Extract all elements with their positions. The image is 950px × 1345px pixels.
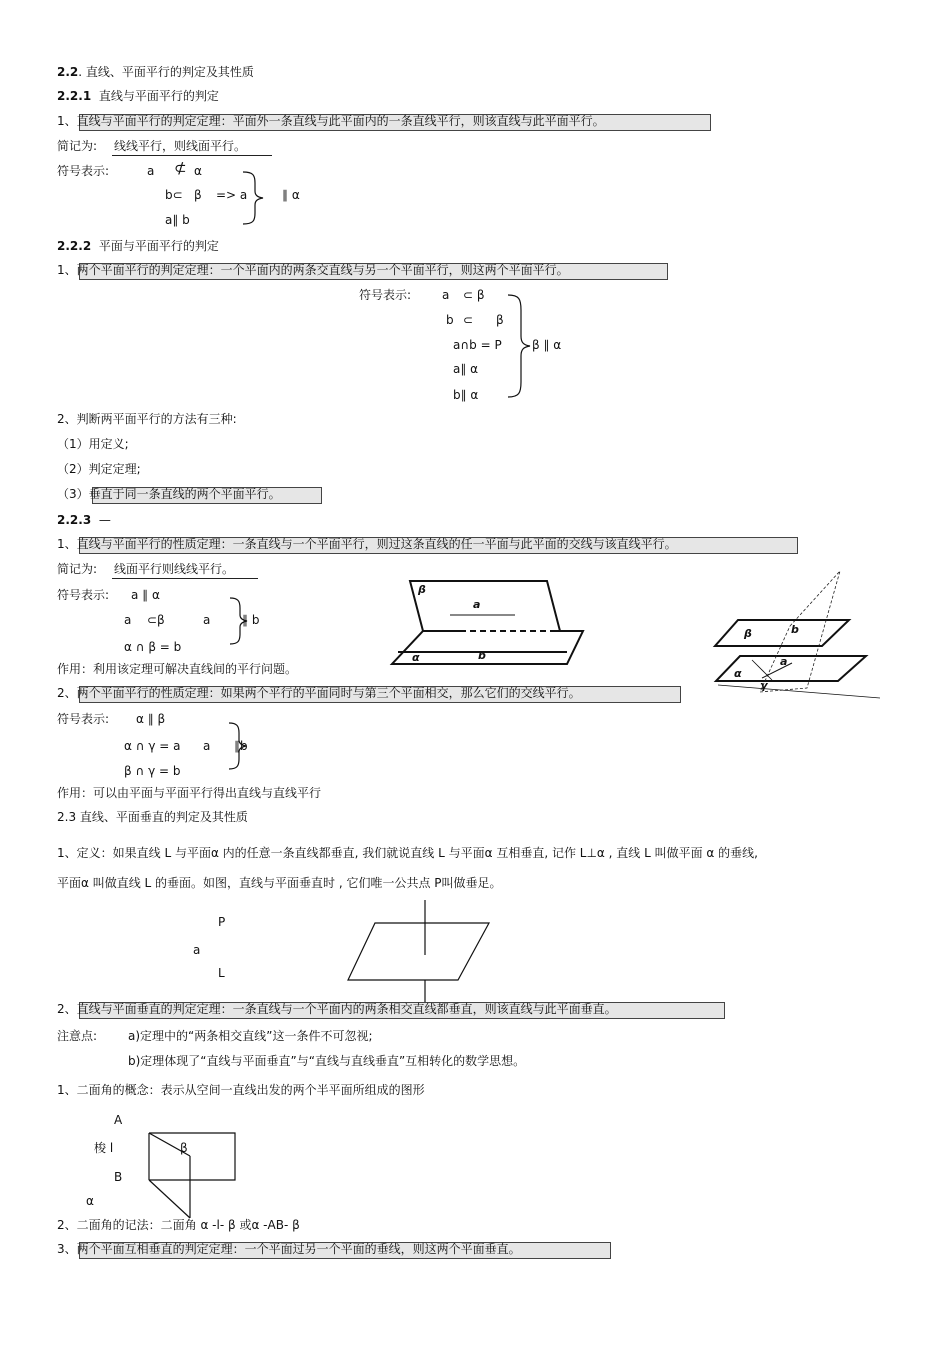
- usage-1: 作用：利用该定理可解决直线间的平行问题。: [57, 662, 298, 676]
- sym3-r2d: ∥ b: [242, 613, 260, 627]
- fig1-alpha: α: [412, 651, 420, 664]
- fig2-a: a: [780, 655, 788, 668]
- theorem-plane-parallel: [57, 262, 569, 278]
- figD-beta: β: [180, 1141, 188, 1155]
- fig2-b: b: [791, 623, 799, 636]
- figD-alpha: α: [86, 1194, 94, 1208]
- note-a: a)定理中的“两条相交直线”这一条件不可忽视;: [128, 1029, 373, 1043]
- sym3-r2c: a: [203, 613, 211, 627]
- sym4-r2c: ∥b: [234, 739, 248, 753]
- fig1-beta: β: [418, 583, 426, 596]
- method-3: [57, 486, 281, 502]
- figD-A: A: [114, 1113, 123, 1127]
- brace-3: [230, 597, 258, 645]
- sym-r2a: b⊂: [165, 188, 183, 202]
- symbol-label: 符号表示:: [57, 164, 110, 178]
- method-1: （1）用定义;: [57, 437, 129, 451]
- sym-r3: a∥ b: [165, 213, 190, 227]
- item-number: 3、: [57, 1242, 77, 1256]
- note-label: 注意点:: [57, 1029, 98, 1043]
- subsection-number: 2.2.2: [57, 239, 92, 253]
- sym2-r2b: ⊂: [463, 313, 474, 327]
- theorem-plane-plane-property: [57, 685, 581, 701]
- figD-B: B: [114, 1170, 123, 1184]
- sym2-r3b: β ∥ α: [532, 338, 562, 352]
- subsection-title-2-2-1: [57, 88, 219, 104]
- symbol-label: 符号表示:: [57, 712, 110, 726]
- theorem-text: 直线与平面平行的性质定理：一条直线与一个平面平行，则过这条直线的任一平面与此平面的交线与该直线平行。: [76, 537, 677, 551]
- subsection-title-2-2-2: [57, 238, 219, 254]
- figP-P: P: [218, 915, 226, 929]
- brace-1: [243, 171, 273, 225]
- theorem-text: 两个平面平行的判定定理：一个平面内的两条交直线与另一个平面平行，则这两个平面平行。: [76, 263, 569, 277]
- item-number: 2、: [57, 1002, 77, 1016]
- figP-a: a: [193, 943, 201, 957]
- sym2-r3: a∩b = P: [453, 338, 502, 352]
- sym2-r2c: β: [496, 313, 504, 327]
- sym-r2b: β: [194, 188, 202, 202]
- theorem-line-plane-property: [57, 536, 677, 552]
- item-number: 2、: [57, 686, 77, 700]
- subsection-title-2-2-3: [57, 512, 111, 528]
- sym3-r2b: ⊂β: [147, 613, 165, 627]
- subsection-text: —: [98, 513, 111, 527]
- sym4-r3: β ∩ γ = b: [124, 764, 181, 778]
- sym-r2d: ∥ α: [282, 188, 300, 202]
- sym2-r2a: b: [446, 313, 454, 327]
- sym4-r2a: α ∩ γ = a: [124, 739, 181, 753]
- theorem-line-perp-plane: [57, 1001, 617, 1017]
- subsection-number: 2.2.3: [57, 513, 92, 527]
- item-number: 1、: [57, 263, 77, 277]
- sym2-r1a: a: [442, 288, 450, 302]
- fig2-beta: β: [744, 627, 752, 640]
- sym3-r1: a ∥ α: [131, 588, 160, 602]
- subsection-text: 直线与平面平行的判定: [98, 89, 219, 103]
- method-3-num: （3）: [57, 487, 89, 501]
- memo-text: 线面平行则线线平行。: [114, 562, 235, 576]
- definition-line-1: 1、定义：如果直线 L 与平面α 内的任意一条直线都垂直, 我们就说直线 L 与平面α 互相垂直, 记作 L⊥α , 直线 L 叫做平面 α 的垂线,: [57, 846, 758, 860]
- item-number: 1、: [57, 114, 77, 128]
- section-title-2-3: 2.3 直线、平面垂直的判定及其性质: [57, 810, 248, 824]
- sym2-r5: b∥ α: [453, 388, 479, 402]
- theorem-plane-perp-plane: [57, 1241, 521, 1257]
- subsection-text: 平面与平面平行的判定: [98, 239, 219, 253]
- fig2-gamma: γ: [760, 679, 768, 692]
- usage-2: 作用：可以由平面与平面平行得出直线与直线平行: [57, 786, 322, 800]
- note-b: b)定理体现了“直线与平面垂直”与“直线与直线垂直”互相转化的数学思想。: [128, 1054, 526, 1068]
- dihedral-notation: 2、二面角的记法：二面角 α -l- β 或α -AB- β: [57, 1218, 300, 1232]
- section-title-2-2: [57, 64, 254, 80]
- dihedral-definition: 1、二面角的概念：表示从空间一直线出发的两个半平面所组成的图形: [57, 1083, 425, 1097]
- sym2-r4: a∥ α: [453, 362, 479, 376]
- figure-perpendicular-line: [345, 900, 493, 1005]
- section-number: 2.2: [57, 65, 79, 79]
- sym4-r2b: a: [203, 739, 211, 753]
- theorem-text: 直线与平面垂直的判定定理：一条直线与一个平面内的两条相交直线都垂直，则该直线与此平面垂直。: [76, 1002, 617, 1016]
- method-2: （2）判定定理;: [57, 462, 141, 476]
- sym-r1a: a: [147, 164, 155, 178]
- symbol-label: 符号表示:: [359, 288, 412, 302]
- sym3-r3: α ∩ β = b: [124, 640, 182, 654]
- brace-4: [229, 722, 257, 770]
- method-3-text: 垂直于同一条直线的两个平面平行。: [88, 487, 281, 501]
- definition-line-2: 平面α 叫做直线 L 的垂面。如图，直线与平面垂直时 , 它们唯一公共点 P叫做垂足。: [57, 876, 502, 890]
- figP-L: L: [218, 966, 225, 980]
- subsection-number: 2.2.1: [57, 89, 92, 103]
- section-title-text: . 直线、平面平行的判定及其性质: [78, 65, 254, 79]
- fig2-alpha: α: [734, 667, 742, 680]
- memo-label: 简记为:: [57, 139, 98, 153]
- sym-r1c: α: [194, 164, 202, 178]
- memo-underline: [112, 577, 258, 579]
- theorem-text: 直线与平面平行的判定定理：平面外一条直线与此平面内的一条直线平行，则该直线与此平面平行。: [76, 114, 605, 128]
- theorem-text: 两个平面互相垂直的判定定理：一个平面过另一个平面的垂线，则这两个平面垂直。: [76, 1242, 521, 1256]
- symbol-label: 符号表示:: [57, 588, 110, 602]
- memo-text: 线线平行，则线面平行。: [114, 139, 247, 153]
- sym-r1b: ⊄: [174, 159, 187, 177]
- sym-r2c: => a: [216, 188, 248, 202]
- figure-dihedral-angle: [145, 1130, 240, 1222]
- sym3-r2a: a: [124, 613, 132, 627]
- sym2-r1b: ⊂ β: [463, 288, 485, 302]
- theorem-text: 两个平面平行的性质定理：如果两个平行的平面同时与第三个平面相交，那么它们的交线平行。: [76, 686, 581, 700]
- fig1-a: a: [473, 598, 481, 611]
- memo-label: 简记为:: [57, 562, 98, 576]
- theorem-line-parallel-plane: [57, 113, 605, 129]
- figD-edge: 梭 l: [94, 1141, 114, 1155]
- item-number: 1、: [57, 537, 77, 551]
- fig1-b: b: [478, 649, 486, 662]
- brace-2: [508, 294, 538, 398]
- methods-title: 2、判断两平面平行的方法有三种:: [57, 412, 237, 426]
- sym4-r1: α ∥ β: [136, 712, 166, 726]
- memo-underline: [112, 154, 272, 156]
